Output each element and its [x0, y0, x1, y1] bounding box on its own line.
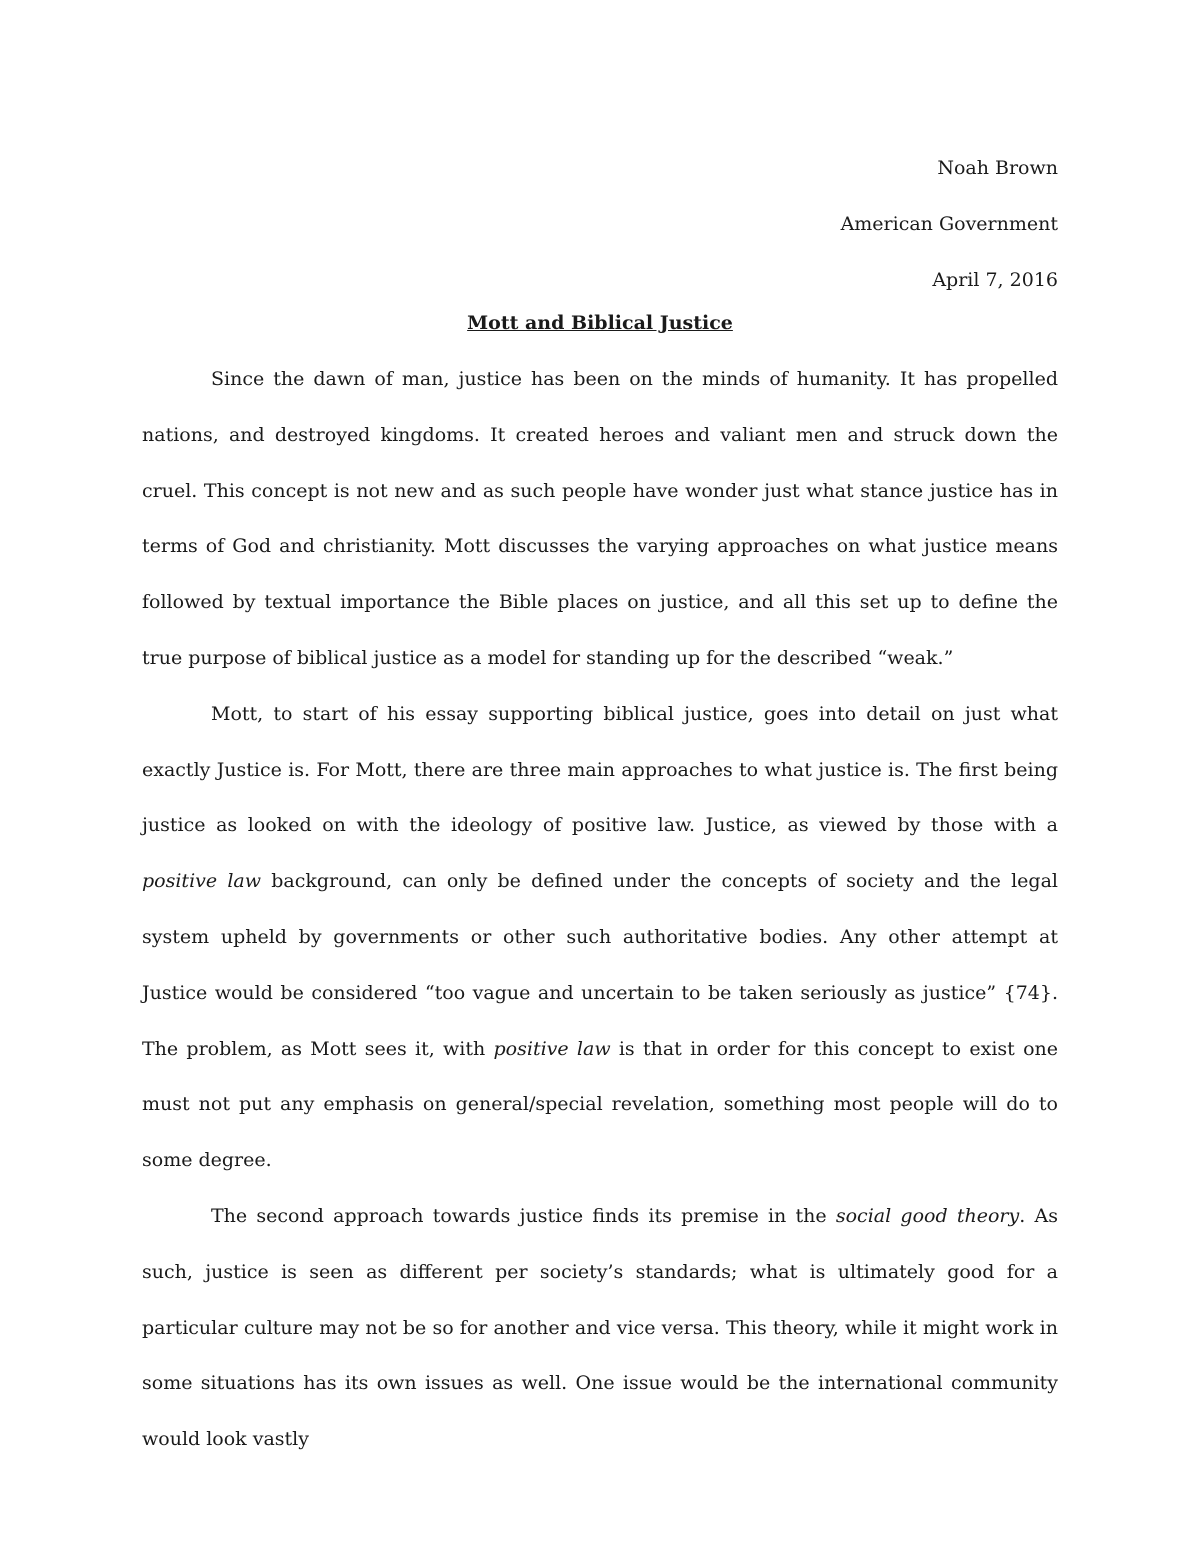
paragraph-text: is that in order for this concept to exist one must not put any emphasis on general/special revelation, something most people will do to some degree. — [142, 1037, 1058, 1172]
paragraph-text: Since the dawn of man, justice has been on the minds of humanity. It has propelled nations, and destroyed kingdoms. It created heroes and valiant men and struck down the cruel. This concept is not new and as such people have wonder just what stance justice has in terms of God and christianity. Mott discusses the varying approaches on what justice means followed by textual importance the Bible places on justice, and all this set up to define the true purpose of biblical justice as a model for standing up for the described “weak.” — [142, 368, 1058, 669]
document-date: April 7, 2016 — [932, 269, 1058, 291]
paragraph-text: . As such, justice is seen as different per society’s standards; what is ultimately good for a particular culture may not be so for another and vice versa. This theory, while it might work in some situations has its own issues as well. One issue would be the international community would look vastly — [142, 1204, 1058, 1451]
paragraph-1 — [142, 352, 1058, 687]
paragraph-2 — [142, 687, 1058, 1189]
emphasis-term: positive law — [493, 1037, 611, 1060]
paragraph-text: Mott, to start of his essay supporting biblical justice, goes into detail on just what exactly Justice is. For Mott, there are three main approaches to what justice is. The first being justice as looked on with the ideology of positive law. Justice, as viewed by those with a — [142, 702, 1058, 837]
document-body — [142, 352, 1058, 1468]
emphasis-term: positive law — [142, 870, 261, 893]
header-block — [841, 140, 1058, 308]
paragraph-3 — [142, 1189, 1058, 1468]
document-title: Mott and Biblical Justice — [467, 312, 733, 334]
paragraph-text: The second approach towards justice finds its premise in the — [211, 1204, 836, 1227]
emphasis-term: social good theory — [835, 1204, 1020, 1227]
paragraph-text: background, can only be defined under the concepts of society and the legal system upheld by governments or other such authoritative bodies. Any other attempt at Justice would be considered “too vague and uncertain to be taken seriously as justice” {74}. The problem, as Mott sees it, with — [142, 870, 1058, 1060]
author-name: Noah Brown — [937, 157, 1058, 179]
course-name: American Government — [840, 213, 1058, 235]
